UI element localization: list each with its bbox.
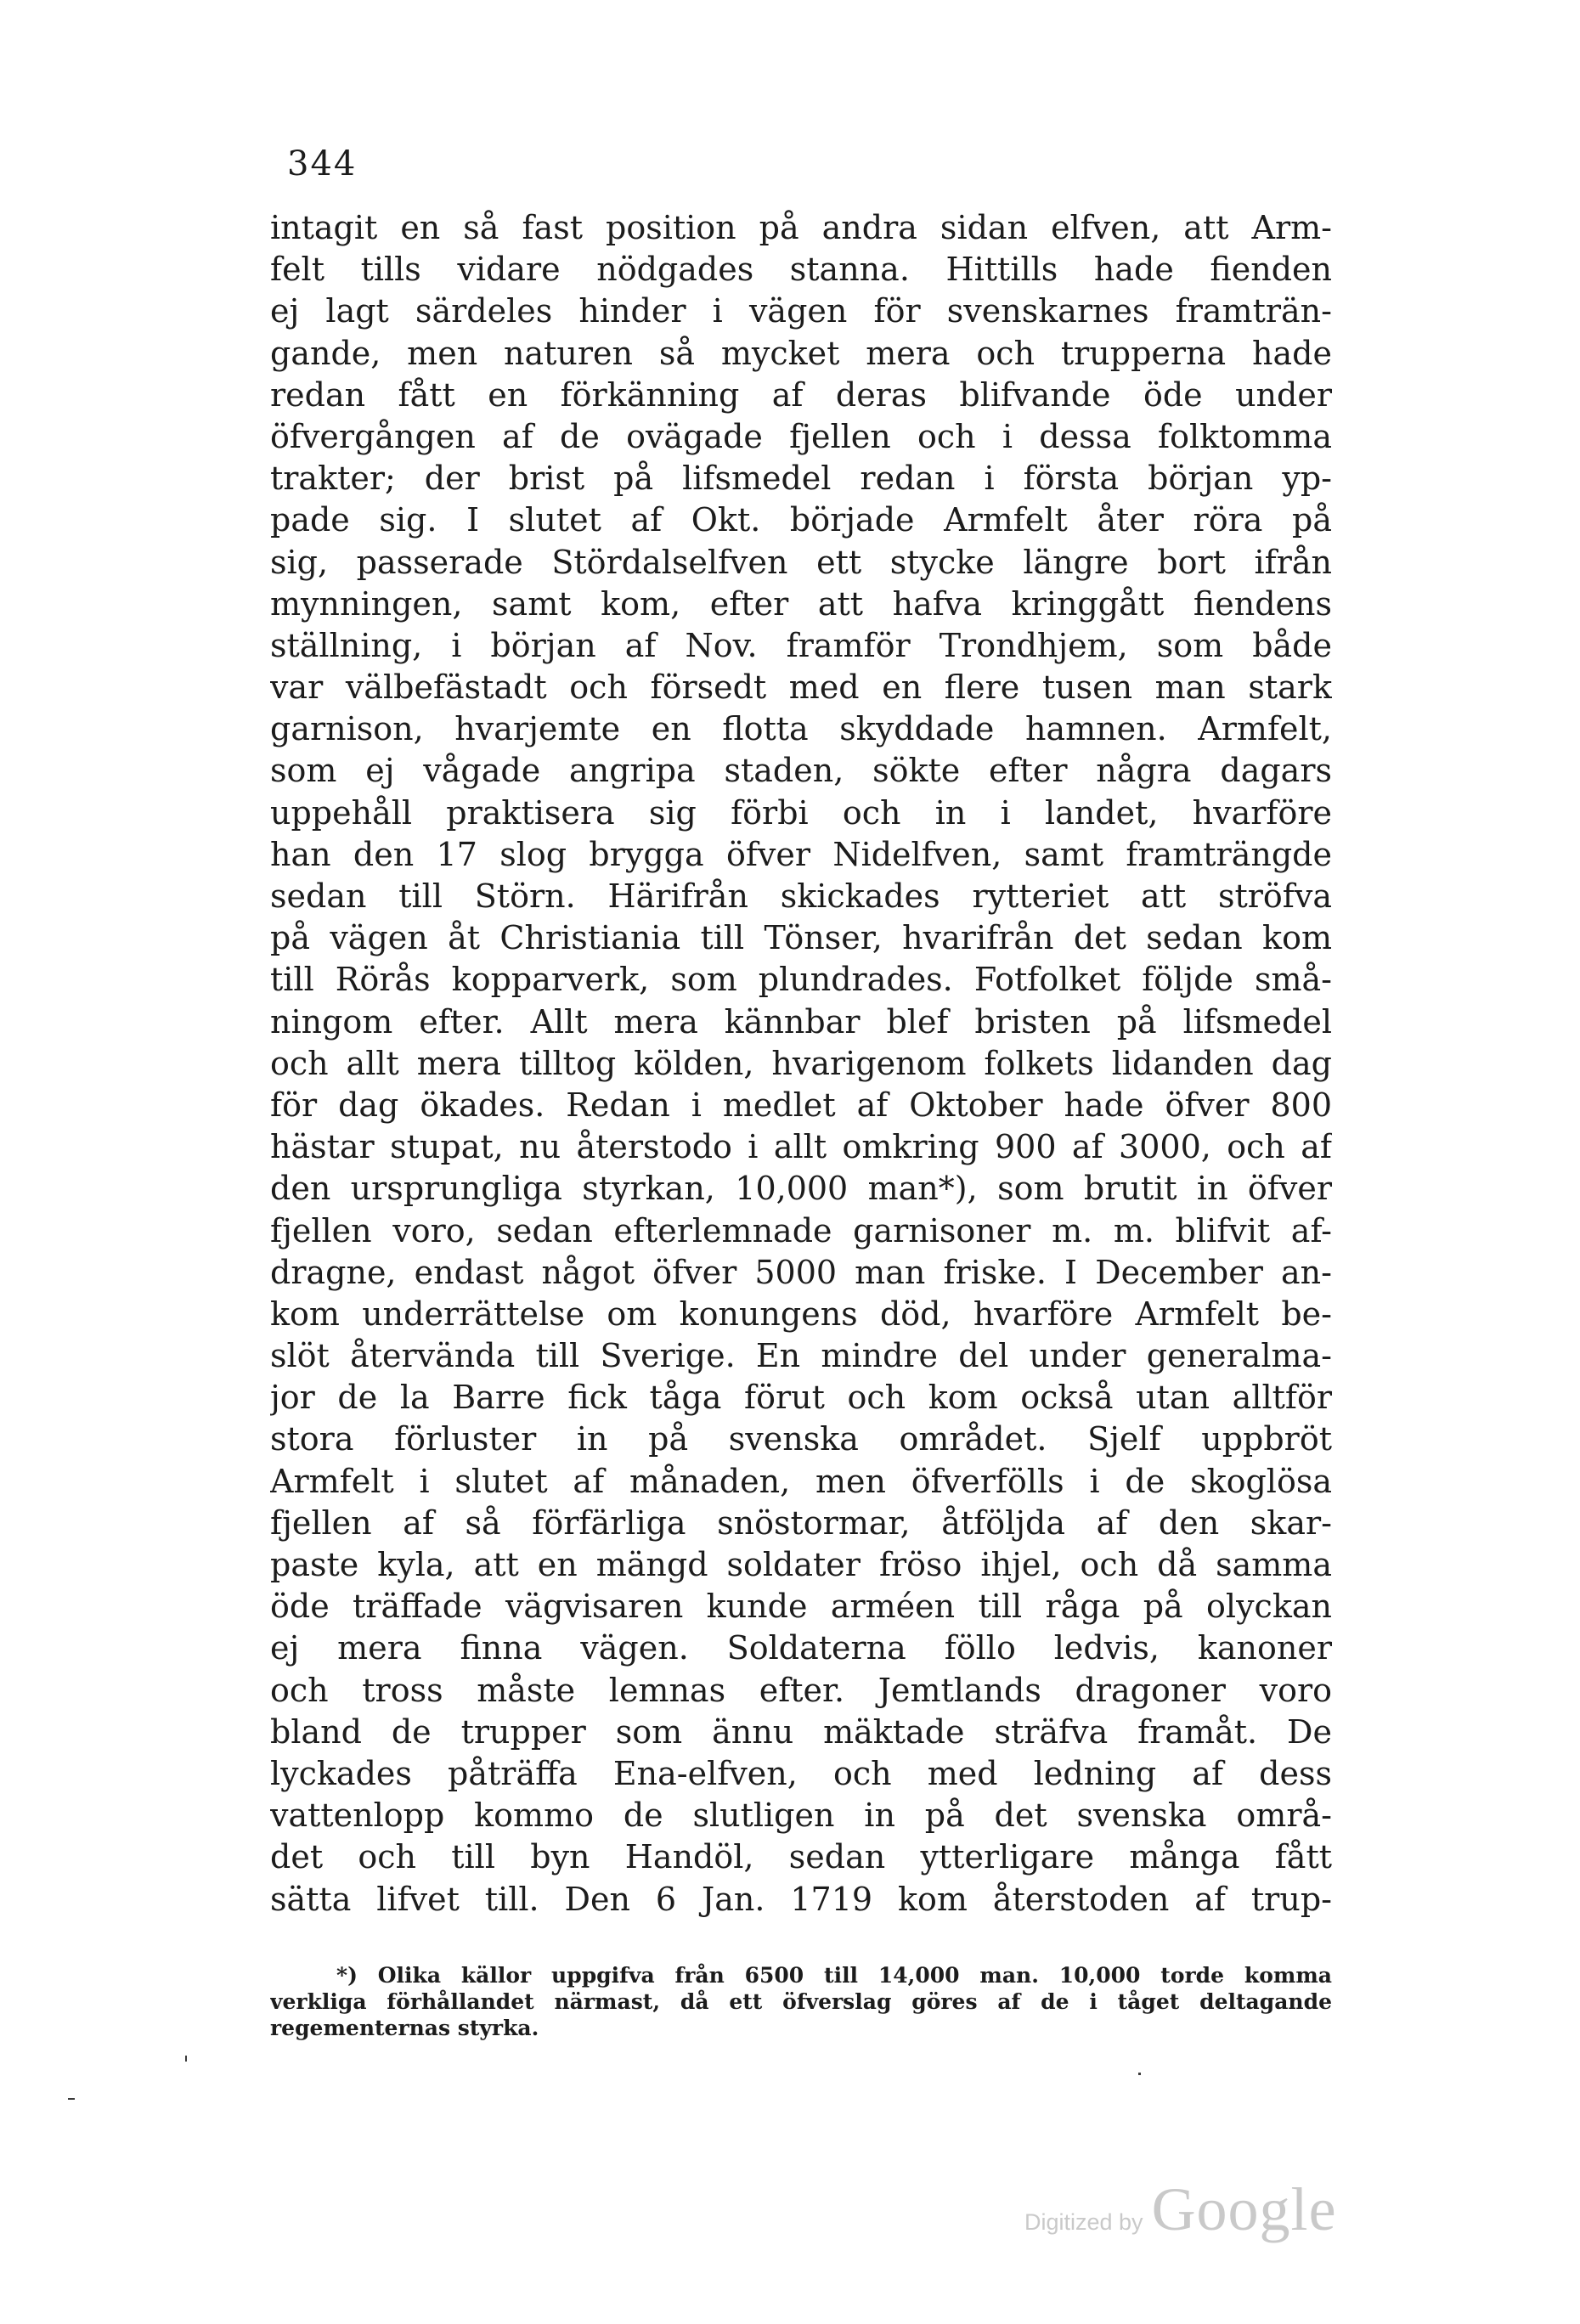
text-line: sedan till Störn. Härifrån skickades rytteriet att ströfva bbox=[270, 877, 1332, 915]
text-line: mynningen, samt kom, efter att hafva kringgått fiendens bbox=[270, 584, 1332, 623]
text-line: stora förluster in på svenska området. Sjelf uppbröt bbox=[270, 1420, 1332, 1458]
text-line: pade sig. I slutet af Okt. började Armfelt åter röra på bbox=[270, 501, 1332, 539]
text-line: garnison, hvarjemte en flotta skyddade hamnen. Armfelt, bbox=[270, 710, 1332, 748]
text-line: han den 17 slog brygga öfver Nidelfven, samt framträngde bbox=[270, 835, 1332, 873]
body-text bbox=[270, 207, 1332, 1921]
text-line: vattenlopp kommo de slutligen in på det svenska områ- bbox=[270, 1797, 1332, 1835]
footnote-line: regementernas styrka. bbox=[270, 2016, 539, 2040]
text-line: och tross måste lemnas efter. Jemtlands dragoner voro bbox=[270, 1671, 1332, 1709]
text-line: dragne, endast något öfver 5000 man friske. I December an- bbox=[270, 1253, 1332, 1291]
text-line: gande, men naturen så mycket mera och trupperna hade bbox=[270, 334, 1332, 372]
text-line: slöt återvända till Sverige. En mindre del under generalma- bbox=[270, 1337, 1332, 1375]
text-line: lyckades påträffa Ena-elfven, och med ledning af dess bbox=[270, 1754, 1332, 1792]
text-line: till Rörås kopparverk, som plundrades. Fotfolket följde små- bbox=[270, 961, 1332, 999]
text-line: och allt mera tilltog kölden, hvarigenom folkets lidanden dag bbox=[270, 1044, 1332, 1082]
text-line: den ursprungliga styrkan, 10,000 man*), som brutit in öfver bbox=[270, 1170, 1332, 1208]
text-line: var välbefästadt och försedt med en flere tusen man stark bbox=[270, 668, 1332, 707]
text-line: kom underrättelse om konungens död, hvarföre Armfelt be- bbox=[270, 1295, 1332, 1333]
text-line: sätta lifvet till. Den 6 Jan. 1719 kom återstoden af trup- bbox=[270, 1880, 1332, 1918]
scan-speck bbox=[68, 2098, 75, 2100]
digitized-watermark bbox=[1024, 2175, 1337, 2245]
text-line: redan fått en förkänning af deras blifvande öde under bbox=[270, 375, 1332, 414]
text-line: som ej vågade angripa staden, sökte efter några dagars bbox=[270, 752, 1332, 790]
text-line: sig, passerade Stördalselfven ett stycke längre bort ifrån bbox=[270, 543, 1332, 581]
footnote-line: *) Olika källor uppgifva från 6500 till 14,000 man. 10,000 torde komma bbox=[336, 1963, 1332, 1988]
footnote bbox=[270, 1962, 1332, 2041]
watermark-label: Digitized by bbox=[1024, 2209, 1143, 2235]
text-line: paste kyla, att en mängd soldater fröso ihjel, och då samma bbox=[270, 1546, 1332, 1583]
text-line: felt tills vidare nödgades stanna. Hittills hade fienden bbox=[270, 251, 1332, 289]
scan-speck bbox=[1138, 2073, 1141, 2075]
text-line: jor de la Barre fick tåga förut och kom också utan alltför bbox=[270, 1379, 1332, 1417]
text-line: öfvergången af de ovägade fjellen och i dessa folktomma bbox=[270, 417, 1332, 455]
google-logo: Google bbox=[1151, 2175, 1337, 2243]
page-number: 344 bbox=[287, 144, 358, 183]
text-line: intagit en så fast position på andra sidan elfven, att Arm- bbox=[270, 209, 1332, 246]
scan-speck bbox=[185, 2056, 187, 2062]
text-line: ej mera finna vägen. Soldaterna föllo ledvis, kanoner bbox=[270, 1629, 1332, 1667]
text-line: Armfelt i slutet af månaden, men öfverfölls i de skoglösa bbox=[270, 1462, 1332, 1500]
text-line: ställning, i början af Nov. framför Trondhjem, som både bbox=[270, 626, 1332, 664]
text-line: bland de trupper som ännu mäktade sträfva framåt. De bbox=[270, 1712, 1332, 1751]
text-line: uppehåll praktisera sig förbi och in i landet, hvarföre bbox=[270, 793, 1332, 832]
text-line: öde träffade vägvisaren kunde arméen till råga på olyckan bbox=[270, 1588, 1332, 1626]
text-line: det och till byn Handöl, sedan ytterligare många fått bbox=[270, 1838, 1332, 1876]
text-line: fjellen af så förfärliga snöstormar, åtföljda af den skar- bbox=[270, 1503, 1332, 1542]
text-line: trakter; der brist på lifsmedel redan i första början yp- bbox=[270, 460, 1332, 498]
text-line: hästar stupat, nu återstodo i allt omkring 900 af 3000, och af bbox=[270, 1128, 1332, 1166]
text-line: ej lagt särdeles hinder i vägen för svenskarnes framträn- bbox=[270, 292, 1332, 330]
text-line: på vägen åt Christiania till Tönser, hvarifrån det sedan kom bbox=[270, 919, 1332, 957]
text-line: ningom efter. Allt mera kännbar blef bristen på lifsmedel bbox=[270, 1002, 1332, 1041]
footnote-line: verkliga förhållandet närmast, då ett öfverslag göres af de i tåget deltagande bbox=[270, 1989, 1332, 2014]
text-line: för dag ökades. Redan i medlet af Oktober hade öfver 800 bbox=[270, 1086, 1332, 1124]
text-line: fjellen voro, sedan efterlemnade garnisoner m. m. blifvit af- bbox=[270, 1211, 1332, 1249]
